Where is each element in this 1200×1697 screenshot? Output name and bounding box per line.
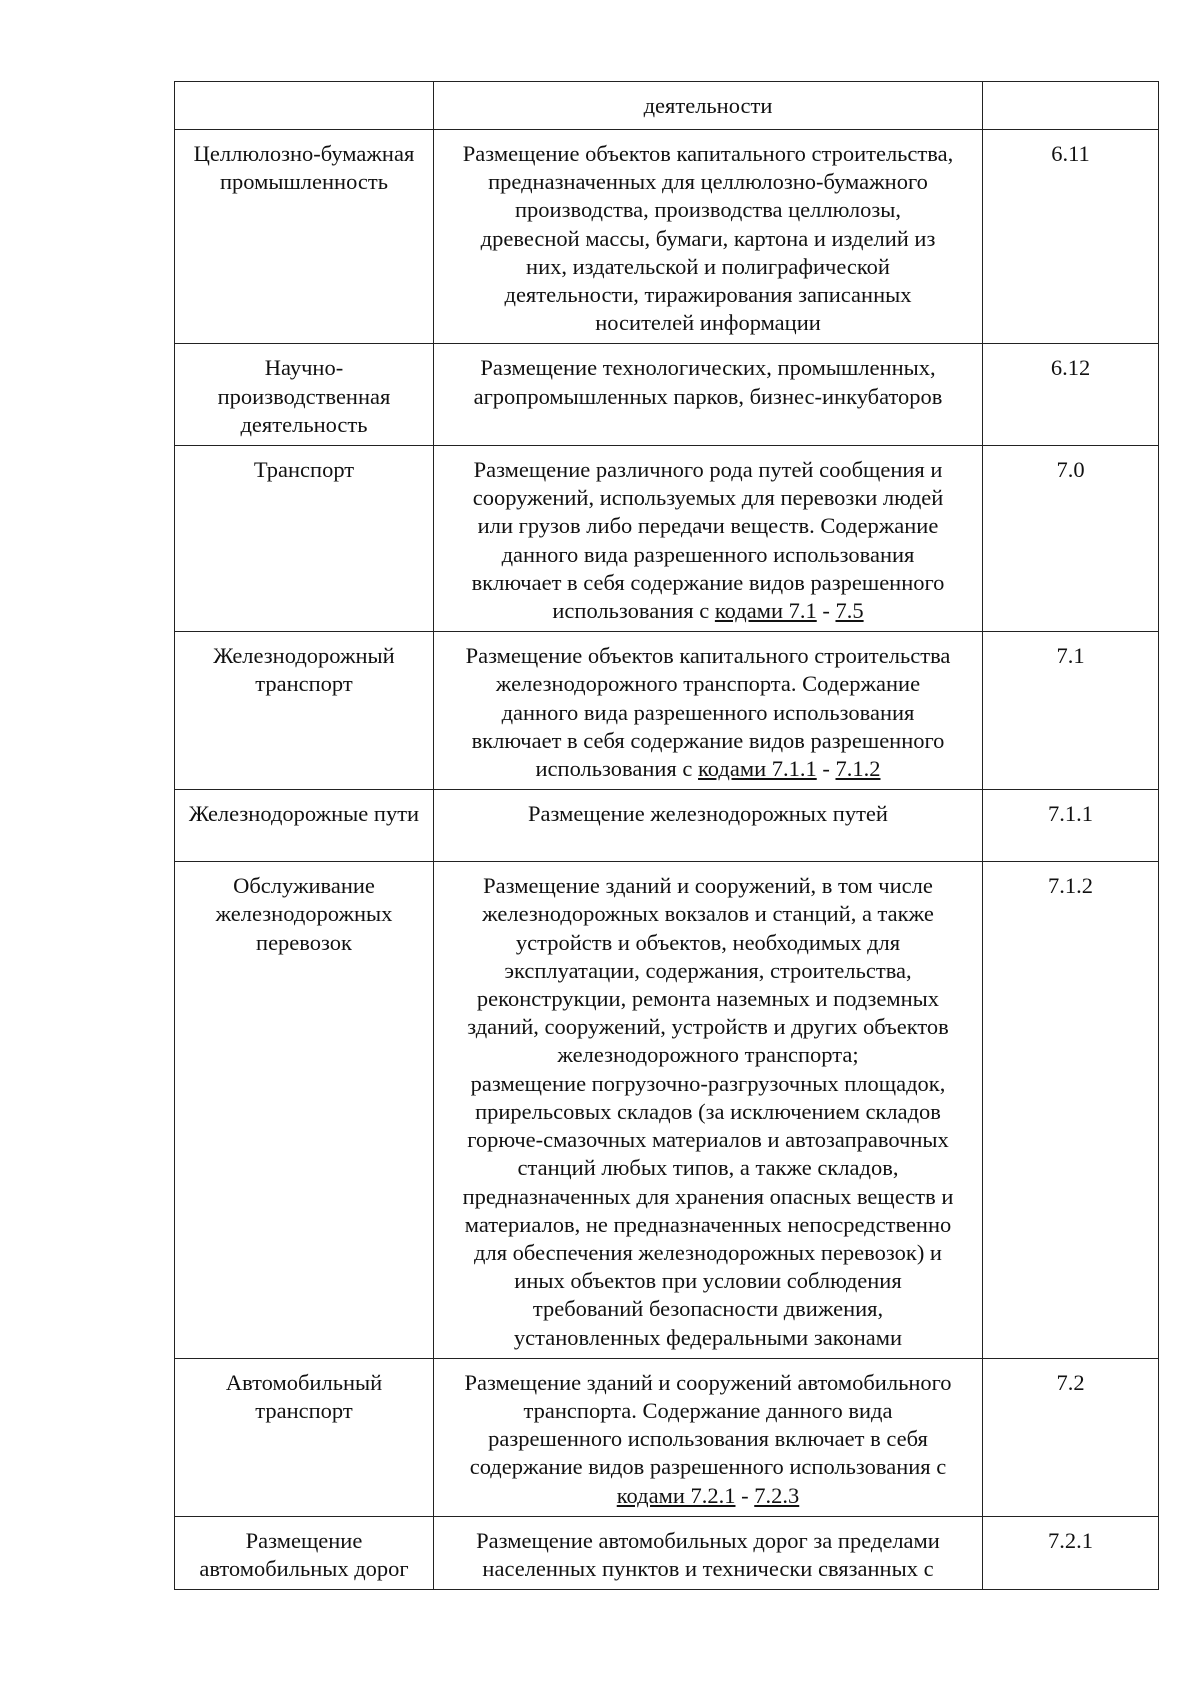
description-line: железнодорожного транспорта. Содержание: [495, 671, 921, 697]
code-reference-link[interactable]: 7.1.2: [835, 756, 881, 782]
code-reference-link[interactable]: кодами 7.1: [714, 598, 817, 624]
land-use-name-cell: Автомобильный транспорт: [175, 1358, 434, 1516]
code-reference-link[interactable]: 7.2.3: [754, 1482, 800, 1508]
land-use-code-cell: 7.0: [983, 446, 1159, 632]
description-reference-line: [439, 1482, 977, 1510]
land-use-code-cell: 7.2: [983, 1358, 1159, 1516]
table-row: [175, 790, 1159, 862]
description-line: производства, производства целлюлозы,: [515, 197, 901, 223]
reference-separator: -: [735, 1482, 755, 1508]
description-reference-line: [439, 597, 977, 625]
land-use-name-cell: Железнодорожный транспорт: [175, 632, 434, 790]
land-use-code-cell: 7.1: [983, 632, 1159, 790]
land-use-description-cell: [434, 82, 983, 130]
description-line: Размещение железнодорожных путей: [528, 801, 888, 827]
reference-prefix: использования с: [552, 598, 715, 624]
table-row: [175, 1516, 1159, 1589]
reference-separator: -: [816, 756, 836, 782]
description-line: требований безопасности движения,: [532, 1296, 884, 1322]
description-line: включает в себя содержание видов разрешенного: [471, 569, 945, 595]
description-line: размещение погрузочно-разгрузочных площадок,: [470, 1070, 946, 1096]
land-use-name-cell: Обслуживание железнодорожных перевозок: [175, 862, 434, 1358]
land-use-description-cell: [434, 632, 983, 790]
description-line: предназначенных для целлюлозно-бумажного: [488, 169, 928, 195]
description-line: Размещение объектов капитального строительства: [465, 643, 951, 669]
land-use-name-cell: [175, 82, 434, 130]
description-line: зданий, сооружений, устройств и других объектов: [467, 1014, 949, 1040]
land-use-name-cell: Целлюлозно-бумажная промышленность: [175, 130, 434, 344]
table-row: [175, 1358, 1159, 1516]
description-line: разрешенного использования включает в себя: [488, 1426, 928, 1452]
land-use-code-cell: 7.1.1: [983, 790, 1159, 862]
table-row: [175, 446, 1159, 632]
description-line: данного вида разрешенного использования: [501, 541, 915, 567]
description-line: деятельности, тиражирования записанных: [504, 282, 912, 308]
description-line: материалов, не предназначенных непосредственно: [464, 1211, 952, 1237]
description-line: предназначенных для хранения опасных веществ и: [462, 1183, 954, 1209]
description-reference-line: [439, 755, 977, 783]
land-use-name-cell: Транспорт: [175, 446, 434, 632]
description-line: реконструкции, ремонта наземных и подземных: [476, 986, 940, 1012]
table-body: [175, 82, 1159, 1590]
land-use-description-cell: [434, 344, 983, 446]
land-use-name-cell: Научно-производственная деятельность: [175, 344, 434, 446]
land-use-description-cell: [434, 862, 983, 1358]
description-line: деятельности: [643, 93, 773, 118]
description-line: агропромышленных парков, бизнес-инкубаторов: [473, 383, 943, 409]
land-use-description-cell: [434, 446, 983, 632]
table-row: [175, 862, 1159, 1358]
description-line: Размещение зданий и сооружений, в том числе: [483, 873, 933, 899]
description-line: железнодорожных вокзалов и станций, а также: [482, 901, 934, 927]
description-line: Размещение зданий и сооружений автомобильного: [464, 1369, 952, 1395]
description-line: железнодорожного транспорта;: [557, 1042, 859, 1068]
code-reference-link[interactable]: кодами 7.1.1: [698, 756, 817, 782]
land-use-table: [174, 81, 1159, 1590]
description-line: прирельсовых складов (за исключением складов: [475, 1098, 941, 1124]
description-line: данного вида разрешенного использования: [501, 699, 915, 725]
table-row: [175, 632, 1159, 790]
description-line: населенных пунктов и технически связанных с: [482, 1555, 934, 1581]
description-line: или грузов либо передачи веществ. Содержание: [477, 513, 939, 539]
land-use-name-cell: Размещение автомобильных дорог: [175, 1516, 434, 1589]
description-line: Размещение автомобильных дорог за пределами: [476, 1527, 940, 1553]
description-line: носителей информации: [595, 310, 821, 336]
description-line: для обеспечения железнодорожных перевозок) и: [474, 1239, 942, 1265]
description-line: Размещение различного рода путей сообщения и: [473, 457, 943, 483]
land-use-code-cell: 7.2.1: [983, 1516, 1159, 1589]
table-row: [175, 130, 1159, 344]
description-line: установленных федеральными законами: [513, 1324, 903, 1350]
description-line: включает в себя содержание видов разрешенного: [471, 727, 945, 753]
table-row: [175, 344, 1159, 446]
code-reference-link[interactable]: 7.5: [835, 598, 864, 624]
description-line: горюче-смазочных материалов и автозаправочных: [467, 1127, 949, 1153]
reference-separator: -: [816, 598, 836, 624]
description-line: устройств и объектов, необходимых для: [515, 929, 901, 955]
description-line: станций любых типов, а также складов,: [517, 1155, 899, 1181]
description-line: древесной массы, бумаги, картона и изделий из: [480, 225, 936, 251]
reference-prefix: использования с: [535, 756, 698, 782]
description-line: Размещение объектов капитального строительства,: [462, 141, 954, 166]
land-use-description-cell: [434, 1516, 983, 1589]
land-use-code-cell: [983, 82, 1159, 130]
description-line: содержание видов разрешенного использования с: [469, 1454, 947, 1480]
description-line: иных объектов при условии соблюдения: [514, 1268, 902, 1294]
description-line: Размещение технологических, промышленных,: [480, 355, 936, 381]
land-use-name-cell: Железнодорожные пути: [175, 790, 434, 862]
land-use-code-cell: 7.1.2: [983, 862, 1159, 1358]
land-use-code-cell: 6.11: [983, 130, 1159, 344]
description-line: транспорта. Содержание данного вида: [523, 1397, 893, 1423]
land-use-description-cell: [434, 790, 983, 862]
table-row: [175, 82, 1159, 130]
description-line: эксплуатации, содержания, строительства,: [504, 957, 912, 983]
land-use-description-cell: [434, 1358, 983, 1516]
land-use-description-cell: [434, 130, 983, 344]
description-line: сооружений, используемых для перевозки людей: [472, 485, 944, 511]
code-reference-link[interactable]: кодами 7.2.1: [616, 1482, 736, 1508]
description-line: них, издательской и полиграфической: [526, 253, 890, 279]
land-use-code-cell: 6.12: [983, 344, 1159, 446]
